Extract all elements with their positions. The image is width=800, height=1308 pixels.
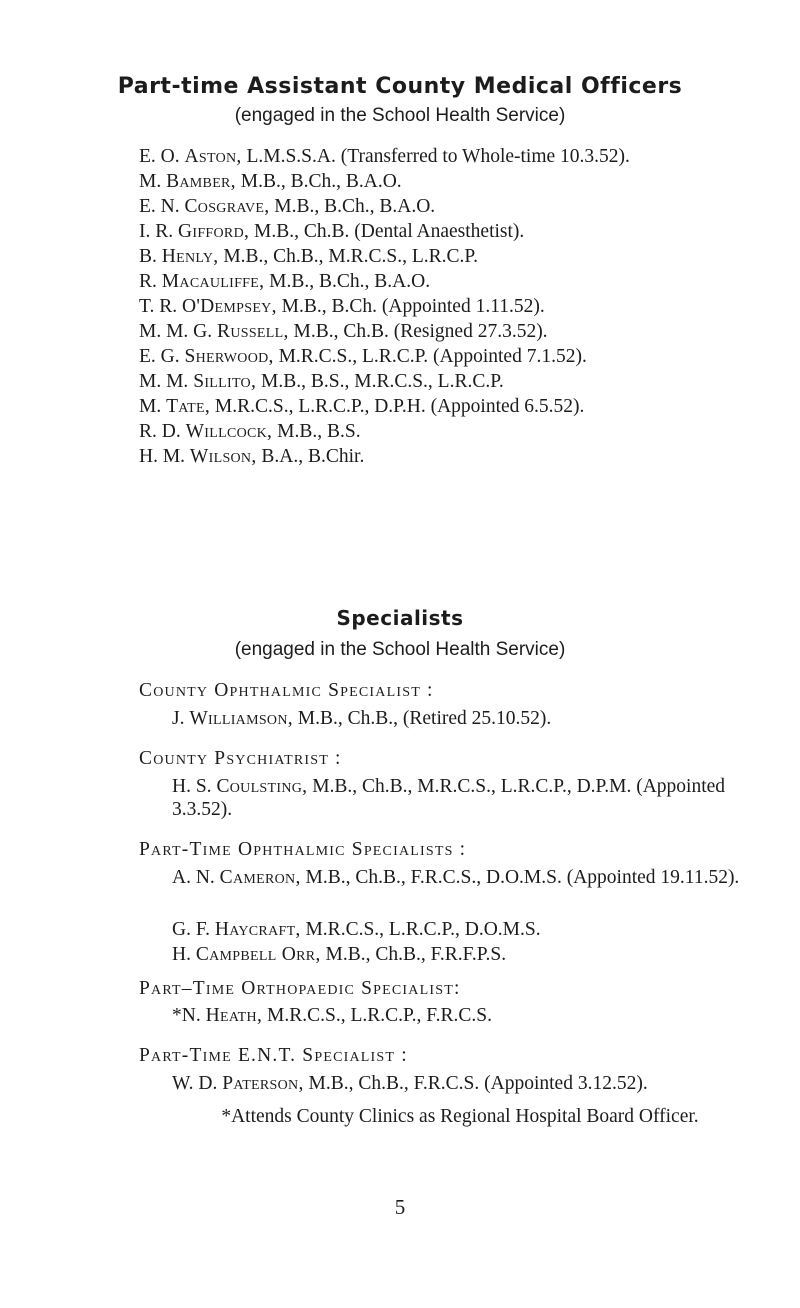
- footnote: *Attends County Clinics as Regional Hospital Board Officer.: [221, 1106, 699, 1127]
- part-time-officers-title: Part-time Assistant County Medical Officers: [117, 74, 683, 99]
- specialist-entry: W. D. Paterson, M.B., Ch.B., F.R.C.S. (Appointed 3.12.52).: [172, 1073, 648, 1094]
- specialists-title: Specialists: [336, 606, 464, 630]
- section-title-ent: Part-Time E.N.T. Specialist :: [139, 1045, 408, 1066]
- section-title-part-time-ophthalmic: Part-Time Ophthalmic Specialists :: [139, 839, 467, 860]
- specialist-entry: H. Campbell Orr, M.B., Ch.B., F.R.F.P.S.: [172, 944, 507, 965]
- section-title-county-psychiatrist: County Psychiatrist :: [139, 748, 342, 769]
- officer-entry: T. R. O'Dempsey, M.B., B.Ch. (Appointed 1.11.52).: [139, 296, 545, 317]
- officer-entry: R. D. Willcock, M.B., B.S.: [139, 421, 361, 442]
- specialist-entry: J. Williamson, M.B., Ch.B., (Retired 25.10.52).: [172, 708, 552, 729]
- specialists-subtitle: (engaged in the School Health Service): [234, 639, 566, 660]
- officer-entry: M. Bamber, M.B., B.Ch., B.A.O.: [139, 171, 402, 192]
- officer-entry: H. M. Wilson, B.A., B.Chir.: [139, 446, 365, 467]
- officer-list: [139, 144, 779, 469]
- specialist-entry: *N. Heath, M.R.C.S., L.R.C.P., F.R.C.S.: [172, 1005, 492, 1026]
- officer-entry: R. Macauliffe, M.B., B.Ch., B.A.O.: [139, 271, 431, 292]
- page-number: 5: [394, 1195, 406, 1219]
- specialist-entry: G. F. Haycraft, M.R.C.S., L.R.C.P., D.O.M.S.: [172, 919, 541, 940]
- part-time-officers-subtitle: (engaged in the School Health Service): [234, 105, 566, 126]
- officer-entry: E. N. Cosgrave, M.B., B.Ch., B.A.O.: [139, 196, 436, 217]
- officer-entry: M. M. Sillito, M.B., B.S., M.R.C.S., L.R.C.P.: [139, 371, 504, 392]
- specialist-entry: A. N. Cameron, M.B., Ch.B., F.R.C.S., D.O.M.S. (Appointed 19.11.52).: [172, 867, 740, 888]
- officer-entry: I. R. Gifford, M.B., Ch.B. (Dental Anaesthetist).: [139, 221, 525, 242]
- officer-entry: B. Henly, M.B., Ch.B., M.R.C.S., L.R.C.P.: [139, 246, 478, 267]
- specialist-entry: H. S. Coulsting, M.B., Ch.B., M.R.C.S., L.R.C.P., D.P.M. (Appointed 3.3.52).: [172, 776, 726, 820]
- officer-entry: M. M. G. Russell, M.B., Ch.B. (Resigned 27.3.52).: [139, 321, 548, 342]
- officer-entry: E. O. Aston, L.M.S.S.A. (Transferred to Whole-time 10.3.52).: [139, 146, 630, 167]
- section-title-county-ophthalmic: County Ophthalmic Specialist :: [139, 680, 434, 701]
- section-title-orthopaedic: Part–Time Orthopaedic Specialist:: [139, 978, 461, 999]
- officer-entry: E. G. Sherwood, M.R.C.S., L.R.C.P. (Appointed 7.1.52).: [139, 346, 587, 367]
- officer-entry: M. Tate, M.R.C.S., L.R.C.P., D.P.H. (Appointed 6.5.52).: [139, 396, 585, 417]
